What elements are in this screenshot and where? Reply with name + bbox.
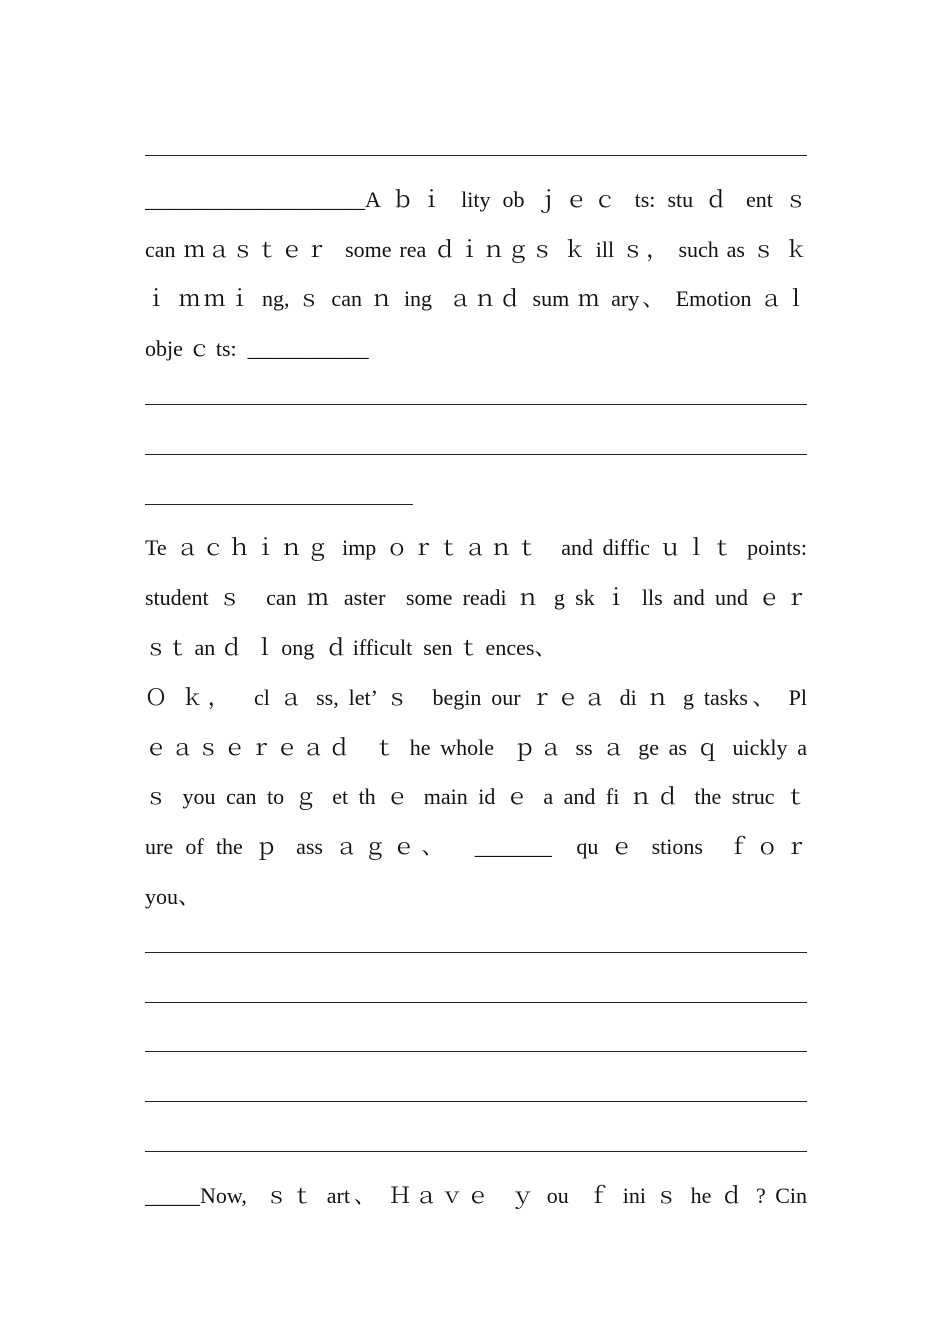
underline-rule-short bbox=[145, 504, 413, 505]
underline-rule bbox=[145, 952, 807, 953]
blank-line-4 bbox=[145, 474, 807, 524]
text-line-students-master: student ｓ can ｍ aster some readi ｎ g sk ｉ lls and und ｅｒ bbox=[145, 585, 807, 611]
blank-line-5 bbox=[145, 922, 807, 972]
text-line-sentences: ｓｔ an ｄ ｌ ong ｄ ifficult sen ｔ ences、 bbox=[145, 634, 557, 660]
blank-line-2 bbox=[145, 374, 807, 424]
blank-line-6 bbox=[145, 972, 807, 1022]
text-line-main-idea: ｓ you can to ｇ et th ｅ main id ｅ a and fi ｎｄ the struc ｔ bbox=[145, 784, 807, 810]
text-line-objects: obje ｃ ts: ___________ bbox=[145, 336, 369, 362]
text-line-skimming: ｉ ｍｍｉ ng, ｓ can ｎ ing ａｎｄ sum ｍ ary、 Emotion ａｌ bbox=[145, 286, 807, 312]
blank-line-8 bbox=[145, 1071, 807, 1121]
text-line-teaching-points: Te ａｃｈｉｎｇ imp ｏｒｔａｎｔ and diffic ｕｌｔ points: bbox=[145, 535, 807, 561]
text-line-please-read: ｅａｓｅｒｅａｄ ｔ he whole ｐａ ss ａ ge as ｑ uickly a bbox=[145, 734, 807, 760]
underline-rule bbox=[145, 1101, 807, 1102]
text-line-you: you、 bbox=[145, 883, 201, 909]
underline-rule bbox=[145, 454, 807, 455]
document-page bbox=[145, 125, 807, 1221]
blank-line-7 bbox=[145, 1021, 807, 1071]
blank-line-1 bbox=[145, 125, 807, 175]
text-line-master-skills: can ｍａｓｔｅｒ some rea ｄｉｎｇｓ ｋ ill ｓ， such as ｓ ｋ bbox=[145, 236, 807, 262]
text-line-now-start: _____Now, ｓｔ art、 Ｈａｖｅ ｙ ou ｆ ini ｓ he ｄ ? Cin bbox=[145, 1182, 807, 1208]
blank-line-3 bbox=[145, 424, 807, 474]
text-line-ability-objects: ____________________A ｂｉ lity ob ｊｅｃ ts: stu ｄ ent ｓ bbox=[145, 186, 807, 212]
underline-rule bbox=[145, 1002, 807, 1003]
text-line-ok-class: Ｏ ｋ， cl ａ ss, let’ ｓ begin our ｒｅａ di ｎ g tasks、 Pl bbox=[145, 684, 807, 710]
blank-line-9 bbox=[145, 1121, 807, 1171]
underline-rule bbox=[145, 404, 807, 405]
underline-rule bbox=[145, 1151, 807, 1152]
text-line-questions: ure of the ｐ ass ａｇｅ、 _______ qu ｅ stions ｆｏｒ bbox=[145, 834, 807, 860]
underline-rule bbox=[145, 1051, 807, 1052]
underline-rule bbox=[145, 155, 807, 156]
